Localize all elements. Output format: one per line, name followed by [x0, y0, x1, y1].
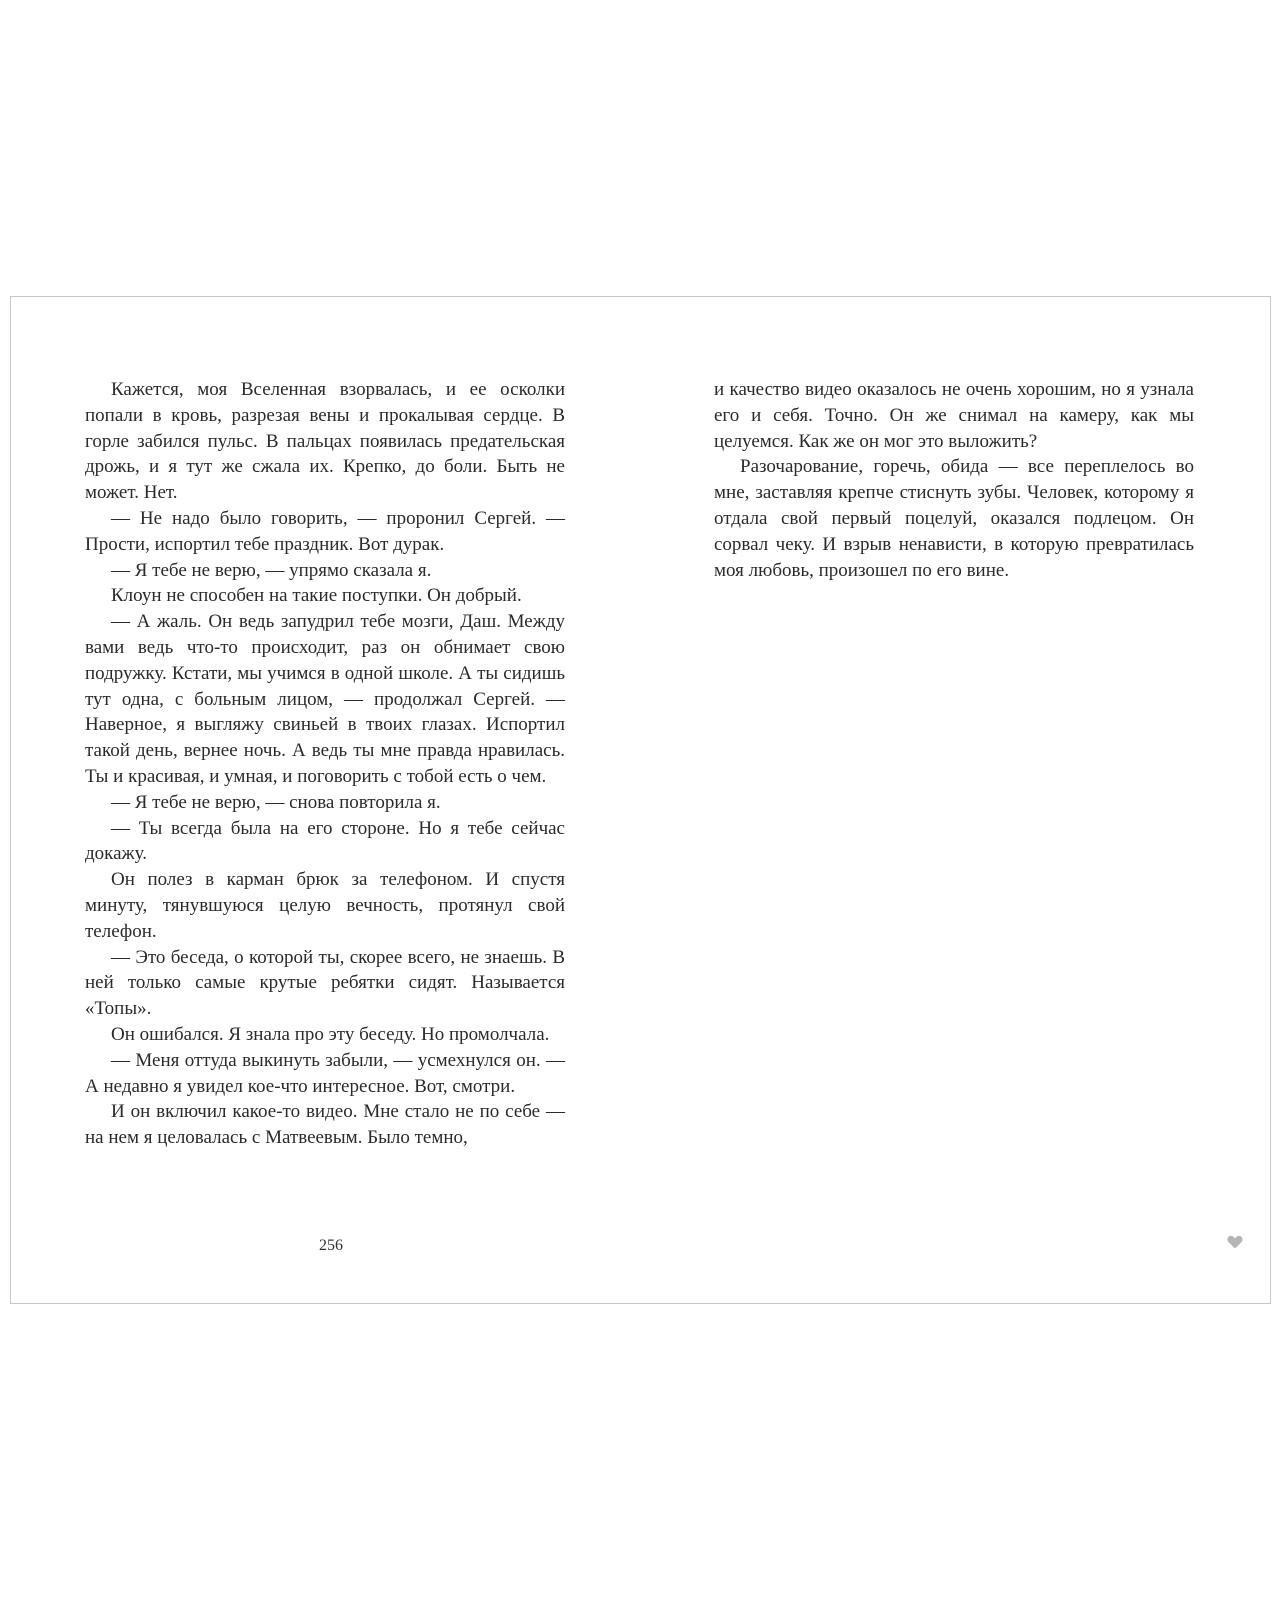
paragraph: И он включил какое-то видео. Мне стало не по себе — на нем я целовалась с Матвеевым. Было темно, [85, 1101, 565, 1149]
paragraph: — Я тебе не верю, — снова повторила я. [111, 791, 441, 813]
paragraph: — Это беседа, о которой ты, скорее всего, не знаешь. В ней только самые крутые ребятки сидят. Называется «Топы». [85, 946, 565, 1020]
heart-icon [1227, 1235, 1243, 1249]
paragraph: — Не надо было говорить, — проронил Сергей. — Прости, испортил тебе праздник. Вот дурак. [85, 507, 565, 555]
left-page-text [85, 377, 565, 1151]
book-spread [10, 296, 1271, 1304]
paragraph: и качество видео оказалось не очень хорошим, но я узнала его и себя. Точно. Он же снимал на камеру, как мы целуемся. Как же он мог это выложить? [714, 379, 1194, 452]
paragraph: — Ты всегда была на его стороне. Но я тебе сейчас докажу. [85, 817, 565, 865]
paragraph: — Меня оттуда выкинуть забыли, — усмехнулся он. — А недавно я увидел кое-что интересное. Вот, смотри. [85, 1049, 565, 1097]
paragraph: — Я тебе не верю, — упрямо сказала я. [111, 559, 432, 581]
page-number: 256 [319, 1237, 343, 1254]
paragraph: Клоун не способен на такие поступки. Он добрый. [111, 585, 522, 607]
right-page-text [714, 377, 1194, 583]
paragraph: Кажется, моя Вселенная взорвалась, и ее осколки попали в кровь, разрезая вены и прокалывая сердце. В горле забился пульс. В пальцах появилась предательская дрожь, и я тут же сжала их. Крепко, до боли. Быть не может. Нет. [85, 379, 565, 504]
paragraph: Он ошибался. Я знала про эту беседу. Но промолчала. [111, 1023, 550, 1045]
paragraph: Он полез в карман брюк за телефоном. И спустя минуту, тянувшуюся целую вечность, протянул свой телефон. [85, 869, 565, 942]
paragraph: Разочарование, горечь, обида — все переплелось во мне, заставляя крепче стиснуть зубы. Человек, которому я отдала свой первый поцелуй, оказался подлецом. Он сорвал чеку. И взрыв ненависти, в которую превратилась моя любовь, произошел по его вине. [714, 456, 1194, 581]
paragraph: — А жаль. Он ведь запудрил тебе мозги, Даш. Между вами ведь что-то происходит, раз он обнимает свою подружку. Кстати, мы учимся в одной школе. А ты сидишь тут одна, с больным лицом, — продолжал Сергей. — Наверное, я выгляжу свиньей в твоих глазах. Испортил такой день, вернее ночь. А ведь ты мне правда нравилась. Ты и красивая, и умная, и поговорить с тобой есть о чем. [85, 611, 565, 787]
